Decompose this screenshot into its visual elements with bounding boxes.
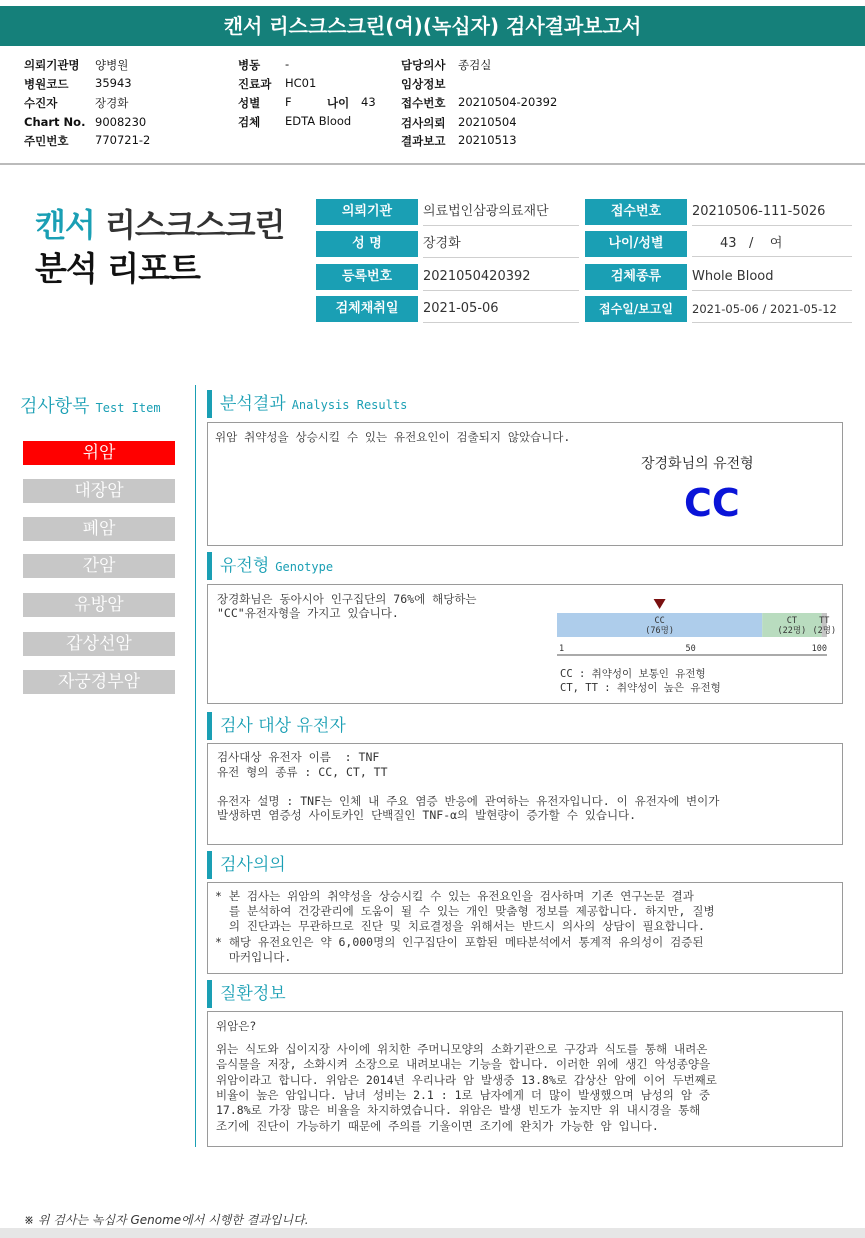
info-value-institution: 의료법인삼광의료재단 bbox=[423, 199, 579, 226]
genotype-box bbox=[207, 584, 843, 704]
significance-line-5: 마커입니다. bbox=[215, 950, 292, 964]
sidebar-title: 검사항목 Test Item bbox=[20, 396, 161, 417]
hdr-chart-no-value: 9008230 bbox=[95, 115, 147, 129]
genotype-text-line2: "CC"유전자형을 가지고 있습니다. bbox=[217, 606, 399, 620]
sidebar-item-thyroid-cancer[interactable]: 갑상선암 bbox=[23, 632, 175, 656]
header-divider bbox=[0, 163, 865, 165]
hdr-request-date-value: 20210504 bbox=[458, 115, 517, 129]
significance-line-4: * 해당 유전요인은 약 6,000명의 인구집단이 포함된 메타분석에서 통계적 유의성이 검증된 bbox=[215, 935, 704, 949]
hdr-report-date-value: 20210513 bbox=[458, 133, 517, 147]
target-gene-desc-2: 발생하면 염증성 사이토카인 단백질인 TNF-α의 발현량이 증가할 수 있습니다. bbox=[217, 808, 637, 822]
significance-line-1: * 본 검사는 위암의 취약성을 상승시킬 수 있는 유전요인을 검사하며 기존 연구논문 결과 bbox=[215, 889, 694, 903]
hdr-request-date: 검사의뢰 bbox=[401, 116, 446, 130]
hdr-age-value: 43 bbox=[361, 95, 376, 109]
page-bottom-bar bbox=[0, 1228, 865, 1238]
genotype-bar-name-ct: CT bbox=[786, 616, 798, 626]
hdr-hospital-code-value: 35943 bbox=[95, 76, 132, 90]
hdr-specimen-value: EDTA Blood bbox=[285, 114, 352, 128]
hdr-department: 진료과 bbox=[238, 77, 272, 91]
section-target-gene: 검사 대상 유전자 bbox=[207, 712, 346, 740]
info-value-receipt-no: 20210506-111-5026 bbox=[692, 199, 852, 226]
disease-line-1: 위는 식도와 십이지장 사이에 위치한 주머니모양의 소화기관으로 구강과 식도를 통해 내려온 bbox=[216, 1042, 708, 1056]
info-label-specimen-type: 검체종류 bbox=[585, 264, 687, 290]
significance-box bbox=[207, 882, 843, 974]
disease-line-2: 음식물을 저장, 소화시켜 소장으로 내려보내는 기능을 합니다. 이러한 위에 생긴 악성종양을 bbox=[216, 1057, 711, 1071]
hdr-clinical-info: 임상정보 bbox=[401, 77, 446, 91]
disease-line-5: 17.8%로 가장 많은 비율을 차지하였습니다. 위암은 발생 빈도가 높지만 위 내시경을 통해 bbox=[216, 1103, 701, 1117]
info-label-reg-no: 등록번호 bbox=[316, 264, 418, 290]
section-significance: 검사의의 bbox=[207, 851, 286, 879]
info-label-collection-date: 검체채취일 bbox=[316, 296, 418, 322]
info-value-specimen-type: Whole Blood bbox=[692, 264, 852, 291]
genotype-bar-count-tt: (2명) bbox=[812, 626, 837, 636]
genotype-bar-count-ct: (22명) bbox=[777, 626, 807, 636]
genotype-result: CC bbox=[684, 481, 740, 525]
hdr-sex-value: F bbox=[285, 95, 292, 109]
info-value-collection-date: 2021-05-06 bbox=[423, 296, 579, 323]
target-gene-box bbox=[207, 743, 843, 845]
sidebar-item-lung-cancer[interactable]: 폐암 bbox=[23, 517, 175, 541]
genotype-axis-tick-max: 100 bbox=[811, 644, 827, 654]
disease-line-4: 비율이 높은 암입니다. 남녀 성비는 2.1 : 1로 남자에게 더 많이 발생했으며 남성의 암 중 bbox=[216, 1088, 710, 1102]
sidebar-item-cervical-cancer[interactable]: 자궁경부암 bbox=[23, 670, 175, 694]
hdr-age: 나이 bbox=[327, 96, 350, 110]
hdr-sex: 성별 bbox=[238, 96, 261, 110]
genotype-distribution-bar bbox=[557, 593, 837, 663]
disease-line-3: 위암이라고 합니다. 위암은 2014년 우리나라 암 발생중 13.8%로 갑상산 암에 이어 두번째로 bbox=[216, 1073, 717, 1087]
info-label-institution: 의뢰기관 bbox=[316, 199, 418, 225]
target-gene-types: 유전 형의 종류 : CC, CT, TT bbox=[217, 765, 388, 779]
footer-note: ※ 위 검사는 녹십자 Genome에서 시행한 결과입니다. bbox=[24, 1213, 309, 1227]
genotype-owner-label: 장경화님의 유전형 bbox=[641, 456, 754, 472]
genotype-legend-normal: CC : 취약성이 보통인 유전형 bbox=[560, 668, 706, 680]
info-label-age-sex: 나이/성별 bbox=[585, 231, 687, 257]
disease-line-6: 조기에 진단이 가능하기 때문에 주의를 기울이면 조기에 완치가 가능한 암 입니다. bbox=[216, 1119, 659, 1133]
genotype-bar-count-cc: (76명) bbox=[645, 626, 674, 636]
disease-question: 위암은? bbox=[216, 1019, 257, 1033]
hdr-patient: 수진자 bbox=[24, 96, 58, 110]
target-gene-name: 검사대상 유전자 이름 : TNF bbox=[217, 750, 380, 764]
hdr-department-value: HC01 bbox=[285, 76, 317, 90]
genotype-bar-name-tt: TT bbox=[819, 616, 830, 626]
info-value-reg-no: 2021050420392 bbox=[423, 264, 579, 291]
hdr-ward: 병동 bbox=[238, 58, 261, 72]
info-value-name: 장경화 bbox=[423, 231, 579, 258]
info-label-dates: 접수일/보고일 bbox=[585, 296, 687, 322]
hdr-ward-value: - bbox=[285, 57, 290, 71]
hdr-resident-no-value: 770721-2 bbox=[95, 133, 151, 147]
disease-box bbox=[207, 1011, 843, 1147]
significance-line-3: 의 진단과는 무관하므로 진단 및 치료결정을 위해서는 반드시 의사의 상담이 필요합니다. bbox=[215, 919, 705, 933]
section-genotype: 유전형 Genotype bbox=[207, 552, 333, 580]
genotype-axis-tick-mid: 50 bbox=[685, 644, 696, 654]
significance-line-2: 를 분석하여 건강관리에 도움이 될 수 있는 개인 맞춤형 정보를 제공합니다. 하지만, 질병 bbox=[215, 904, 715, 918]
sidebar-divider bbox=[195, 385, 196, 1147]
hdr-hospital-name-value: 양병원 bbox=[95, 58, 129, 72]
brand-title: 캔서 리스크스크린 bbox=[35, 206, 285, 244]
genotype-marker-icon bbox=[654, 599, 666, 609]
hdr-hospital-name: 의뢰기관명 bbox=[24, 58, 80, 72]
sidebar-item-breast-cancer[interactable]: 유방암 bbox=[23, 593, 175, 617]
report-title: 캔서 리스크스크린(여)(녹십자) 검사결과보고서 bbox=[0, 6, 865, 46]
analysis-text: 위암 취약성을 상승시킬 수 있는 유전요인이 검출되지 않았습니다. bbox=[215, 430, 571, 444]
hdr-hospital-code: 병원코드 bbox=[24, 77, 69, 91]
brand-subtitle: 분석 리포트 bbox=[35, 249, 200, 288]
hdr-receipt-no-value: 20210504-20392 bbox=[458, 95, 558, 109]
section-analysis-results: 분석결과 Analysis Results bbox=[207, 390, 407, 418]
info-value-dates: 2021-05-06 / 2021-05-12 bbox=[692, 296, 852, 323]
analysis-box bbox=[207, 422, 843, 546]
hdr-resident-no: 주민번호 bbox=[24, 134, 69, 148]
section-disease-info: 질환정보 bbox=[207, 980, 286, 1008]
hdr-patient-value: 장경화 bbox=[95, 96, 129, 110]
info-label-name: 성 명 bbox=[316, 231, 418, 257]
hdr-report-date: 결과보고 bbox=[401, 134, 446, 148]
sidebar-item-liver-cancer[interactable]: 간암 bbox=[23, 554, 175, 578]
genotype-axis-tick-min: 1 bbox=[559, 644, 565, 654]
genotype-text-line1: 장경화님은 동아시아 인구집단의 76%에 해당하는 bbox=[217, 592, 477, 606]
genotype-legend-high: CT, TT : 취약성이 높은 유전형 bbox=[560, 682, 721, 694]
genotype-bar-name-cc: CC bbox=[654, 616, 665, 626]
sidebar-item-stomach-cancer[interactable]: 위암 bbox=[23, 441, 175, 465]
hdr-chart-no: Chart No. bbox=[24, 115, 86, 129]
hdr-receipt-no: 접수번호 bbox=[401, 96, 446, 110]
target-gene-desc-1: 유전자 설명 : TNF는 인체 내 주요 염증 반응에 관여하는 유전자입니다. 이 유전자에 변이가 bbox=[217, 794, 720, 808]
info-value-age-sex: 43 / 여 bbox=[692, 231, 852, 257]
hdr-doctor: 담당의사 bbox=[401, 58, 446, 72]
hdr-specimen: 검체 bbox=[238, 115, 261, 129]
sidebar-item-colorectal-cancer[interactable]: 대장암 bbox=[23, 479, 175, 503]
info-label-receipt-no: 접수번호 bbox=[585, 199, 687, 225]
hdr-doctor-value: 종검실 bbox=[458, 58, 492, 72]
